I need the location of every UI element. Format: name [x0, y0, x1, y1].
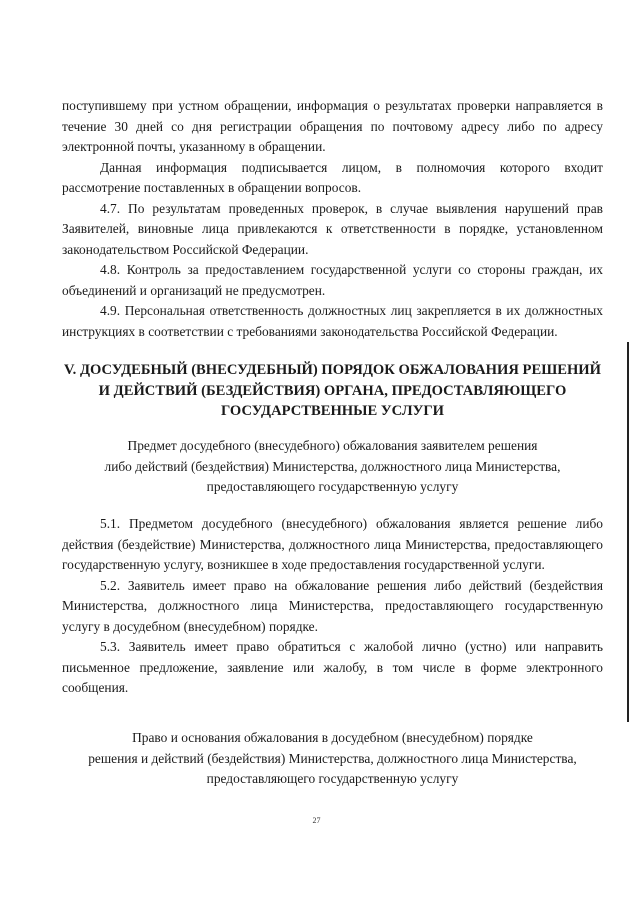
paragraph-4-7: 4.7. По результатам проведенных проверок, в случае выявления нарушений прав Заявителей, виновные лица привлекаются к ответственности в порядке, установленном законодательством Российской Федерации.: [62, 200, 603, 257]
subheading-line: либо действий (бездействия) Министерства, должностного лица Министерства,: [104, 458, 561, 474]
section-title-line: V. ДОСУДЕБНЫЙ (ВНЕСУДЕБНЫЙ) ПОРЯДОК ОБЖАЛОВАНИЯ РЕШЕНИЙ: [63, 362, 602, 378]
subheading-line: решения и действий (бездействия) Министерства, должностного лица Министерства,: [88, 750, 577, 766]
subheading-line: Предмет досудебного (внесудебного) обжалования заявителем решения: [127, 438, 538, 453]
top-text-block: [62, 96, 603, 342]
subheading-line: предоставляющего государственную услугу: [206, 479, 459, 494]
paragraph-continuation: поступившему при устном обращении, информация о результатах проверки направляется в течение 30 дней со дня регистрации обращения по почтовому адресу либо по адресу электронной почты, указанному в обращении.: [62, 98, 603, 154]
section-title-line: И ДЕЙСТВИЙ (БЕЗДЕЙСТВИЯ) ОРГАНА, ПРЕДОСТАВЛЯЮЩЕГО: [98, 382, 567, 399]
paragraph-4-9: 4.9. Персональная ответственность должностных лиц закрепляется в их должностных инструкциях в соответствии с требованиями законодательства Российской Федерации.: [62, 303, 603, 339]
paragraph-4-8: 4.8. Контроль за предоставлением государственной услуги со стороны граждан, их объединений и организаций не предусмотрен.: [62, 262, 603, 298]
paragraph-5-3: 5.3. Заявитель имеет право обратиться с жалобой лично (устно) или направить письменное предложение, заявление или жалобу, в том числе в форме электронного сообщения.: [62, 639, 603, 695]
middle-text-block: [62, 514, 603, 699]
subheading-right-and-grounds: [62, 728, 603, 790]
section-title-line: ГОСУДАРСТВЕННЫЕ УСЛУГИ: [221, 403, 444, 419]
paragraph-5-1: 5.1. Предметом досудебного (внесудебного) обжалования является решение либо действия (бездействие) Министерства, должностного лица Министерства, предоставляющего государственную услугу, возникшее в ходе предоставления государственной услуги.: [62, 516, 603, 572]
section-v-title: [62, 360, 603, 422]
paragraph: Данная информация подписывается лицом, в полномочия которого входит рассмотрение поставленных в обращении вопросов.: [62, 159, 603, 195]
subheading-line: Право и основания обжалования в досудебном (внесудебном) порядке: [132, 730, 533, 745]
scan-edge-line: [627, 342, 629, 722]
paragraph-5-2: 5.2. Заявитель имеет право на обжалование решения либо действий (бездействия Министерства, должностного лица Министерства, предоставляющего государственную услугу в досудебном (внесудебном) порядке.: [62, 577, 603, 634]
page-number: 27: [312, 816, 321, 825]
subheading-line: предоставляющего государственную услугу: [206, 771, 459, 786]
subheading-subject-of-appeal: [62, 436, 603, 498]
